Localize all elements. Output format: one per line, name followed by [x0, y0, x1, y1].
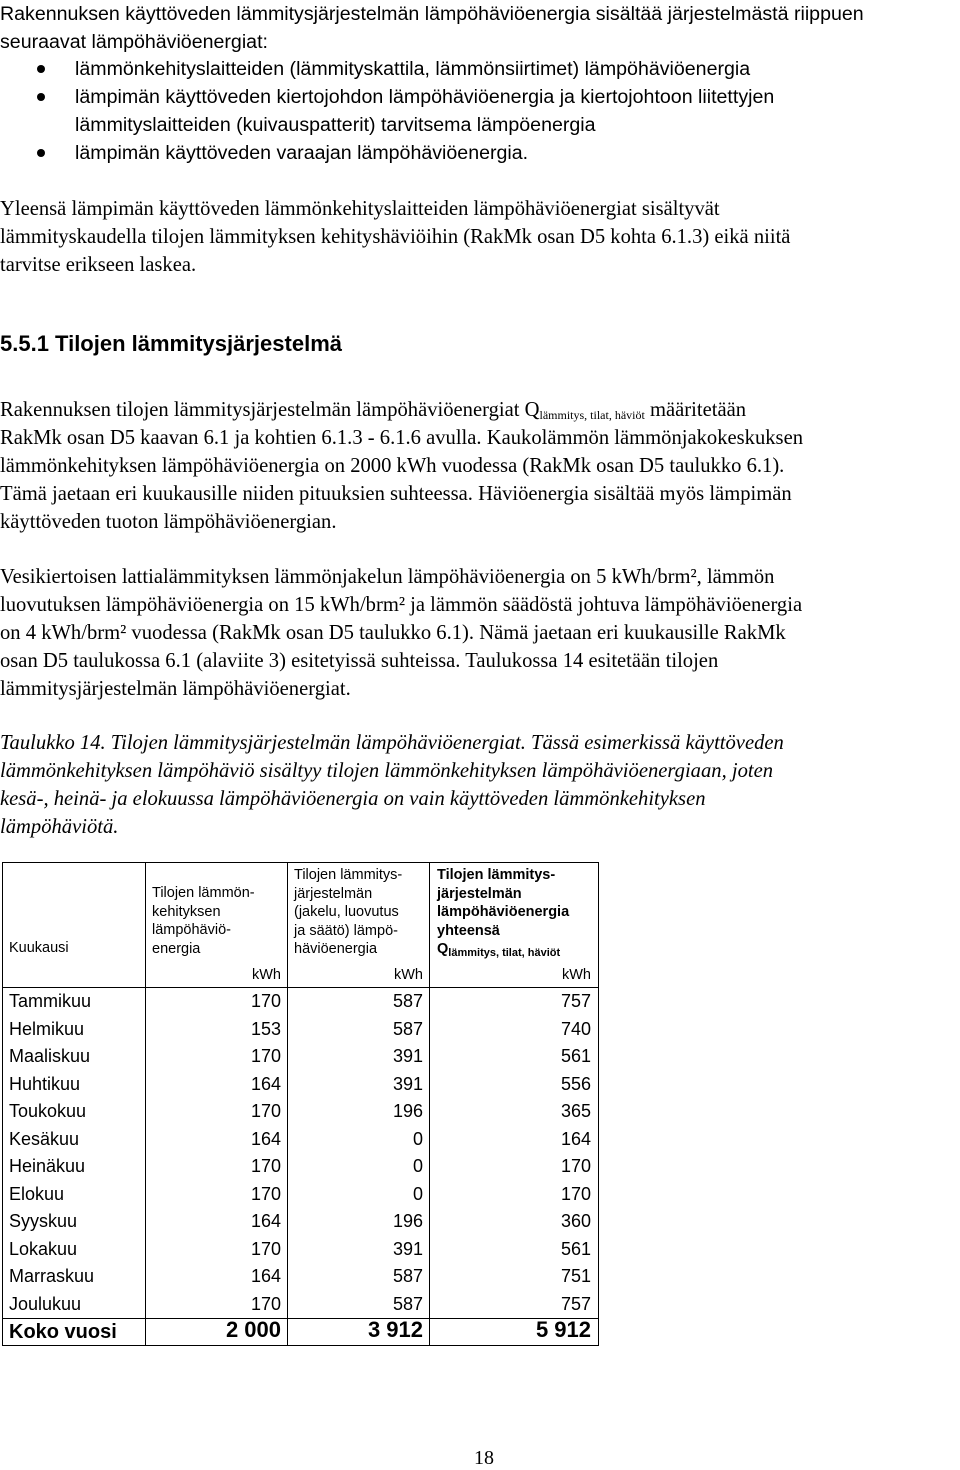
- cell-distribution-loss: 587: [392, 991, 423, 1011]
- cell-heat-gen-loss: 170: [250, 1183, 281, 1204]
- page-number: 18: [474, 1447, 494, 1469]
- q-subscript: lämmitys, tilat, häviöt: [539, 408, 645, 422]
- cell-heat-gen-loss: 170: [250, 1238, 281, 1259]
- cell-month: Huhtikuu: [9, 1073, 81, 1094]
- intro-line-1: Rakennuksen käyttöveden lämmitysjärjestelmän lämpöhäviöenergia sisältää järjestelmästä riippuen: [0, 3, 864, 25]
- header-col2-line: Tilojen lämmön-: [152, 885, 255, 901]
- para2-line: RakMk osan D5 kaavan 6.1 ja kohtien 6.1.3 - 6.1.6 avulla. Kaukolämmön lämmönjakokeskuksen: [0, 427, 804, 449]
- cell-distribution-loss: 587: [392, 1018, 423, 1039]
- para2-line: käyttöveden tuoton lämpöhäviöenergian.: [0, 511, 337, 533]
- unit-label: kWh: [252, 967, 281, 983]
- header-col3-line: ja säätö) lämpö-: [294, 922, 398, 939]
- table-border: [429, 862, 430, 1346]
- total-a: 2 000: [225, 1317, 281, 1342]
- cell-distribution-loss: 0: [412, 1128, 423, 1149]
- cell-total-loss: 556: [560, 1073, 591, 1094]
- cell-total-loss: 751: [560, 1266, 591, 1286]
- header-month: Kuukausi: [9, 940, 69, 956]
- cell-month: Toukokuu: [9, 1101, 87, 1121]
- para2-text: Rakennuksen tilojen lämmitysjärjestelmän lämpöhäviöenergiat Q: [0, 399, 540, 421]
- cell-heat-gen-loss: 170: [250, 1101, 281, 1121]
- header-col2-line: energia: [152, 940, 201, 957]
- para1-line: Yleensä lämpimän käyttöveden lämmönkehityslaitteiden lämpöhäviöenergiat sisältyvät: [0, 198, 720, 220]
- cell-heat-gen-loss: 170: [250, 1156, 281, 1176]
- table-border: [287, 862, 288, 1346]
- cell-month: Lokakuu: [9, 1238, 78, 1259]
- bullet-item: lämpimän käyttöveden kiertojohdon lämpöhäviöenergia ja kiertojohtoon liitettyjen: [75, 86, 775, 108]
- cell-total-loss: 365: [560, 1101, 591, 1121]
- para1-line: lämmityskaudella tilojen lämmityksen kehityshäviöihin (RakMk osan D5 kohta 6.1.3) eikä niitä: [0, 226, 791, 248]
- cell-distribution-loss: 0: [412, 1156, 423, 1176]
- header-col4: [437, 866, 569, 963]
- cell-heat-gen-loss: 153: [250, 1018, 281, 1039]
- table-caption-line: kesä-, heinä- ja elokuussa lämpöhäviöenergia on vain käyttöveden lämmönkehityksen: [0, 788, 706, 810]
- table-border: [2, 862, 3, 1346]
- para1-line: tarvitse erikseen laskea.: [0, 254, 197, 276]
- bullet-dot-icon: [37, 65, 45, 73]
- cell-month: Kesäkuu: [9, 1128, 80, 1149]
- header-col4-q: [437, 940, 569, 963]
- table-border: [2, 862, 599, 863]
- header-col4-line: järjestelmän: [437, 885, 522, 902]
- para3-line: osan D5 taulukossa 6.1 (alaviite 3) esitetyissä suhteissa. Taulukossa 14 esitetään tilojen: [0, 650, 719, 672]
- cell-month: Maaliskuu: [9, 1046, 91, 1066]
- table-border: [598, 862, 599, 1346]
- cell-total-loss: 740: [560, 1018, 591, 1039]
- para3-line: on 4 kWh/brm² vuodessa (RakMk osan D5 taulukko 6.1). Nämä jaetaan eri kuukausille RakMk: [0, 622, 786, 644]
- cell-heat-gen-loss: 170: [250, 1293, 281, 1314]
- cell-distribution-loss: 391: [392, 1046, 423, 1066]
- cell-distribution-loss: 196: [392, 1101, 423, 1121]
- bullet-item-continuation: lämmityslaitteiden (kuivauspatterit) tarvitsema lämpöenergia: [75, 114, 596, 136]
- header-col3: [294, 866, 402, 959]
- cell-total-loss: 164: [560, 1128, 591, 1149]
- cell-month: Marraskuu: [9, 1266, 95, 1286]
- bullet-dot-icon: [37, 93, 45, 101]
- table-border: [2, 1345, 599, 1346]
- bullet-item: lämmönkehityslaitteiden (lämmityskattila, lämmönsiirtimet) lämpöhäviöenergia: [75, 58, 751, 80]
- bullet-item: lämpimän käyttöveden varaajan lämpöhäviöenergia.: [75, 142, 529, 164]
- cell-month: Joulukuu: [9, 1293, 82, 1314]
- para2-line: lämmönkehityksen lämpöhäviöenergia on 2000 kWh vuodessa (RakMk osan D5 taulukko 6.1).: [0, 455, 785, 477]
- intro-line-2: seuraavat lämpöhäviöenergiat:: [0, 31, 268, 53]
- cell-distribution-loss: 391: [392, 1073, 423, 1094]
- total-b: 3 912: [367, 1317, 423, 1342]
- cell-heat-gen-loss: 164: [250, 1266, 281, 1286]
- table-border: [2, 987, 599, 988]
- para3-line: lämmitysjärjestelmän lämpöhäviöenergiat.: [0, 678, 351, 700]
- header-col4-line: Tilojen lämmitys-: [437, 867, 556, 883]
- cell-total-loss: 360: [560, 1211, 591, 1231]
- unit-label: kWh: [562, 967, 591, 983]
- cell-month: Syyskuu: [9, 1211, 78, 1231]
- header-col2-line: kehityksen: [152, 903, 221, 920]
- header-col3-line: (jakelu, luovutus: [294, 904, 399, 920]
- header-col4-line: lämpöhäviöenergia: [437, 904, 570, 920]
- cell-total-loss: 170: [560, 1183, 591, 1204]
- header-col2: [152, 884, 255, 958]
- header-col4-line: yhteensä: [437, 922, 500, 939]
- total-c: 5 912: [535, 1317, 591, 1342]
- table-caption-line: Taulukko 14. Tilojen lämmitysjärjestelmän lämpöhäviöenergiat. Tässä esimerkissä käyttöveden: [0, 732, 784, 754]
- cell-month: Helmikuu: [9, 1018, 85, 1039]
- cell-total-loss: 170: [560, 1156, 591, 1176]
- cell-heat-gen-loss: 170: [250, 991, 281, 1011]
- cell-distribution-loss: 196: [392, 1211, 423, 1231]
- table-border: [145, 862, 146, 1346]
- cell-month: Heinäkuu: [9, 1156, 86, 1176]
- cell-month: Elokuu: [9, 1183, 65, 1204]
- header-col3-line: Tilojen lämmitys-: [294, 867, 403, 883]
- cell-distribution-loss: 391: [392, 1238, 423, 1259]
- cell-heat-gen-loss: 164: [250, 1211, 281, 1231]
- bullet-dot-icon: [37, 149, 45, 157]
- table-caption-line: lämmönkehityksen lämpöhäviö sisältyy tilojen lämmönkehityksen lämpöhäviöenergiaan, joten: [0, 760, 774, 782]
- cell-heat-gen-loss: 170: [250, 1046, 281, 1066]
- cell-heat-gen-loss: 164: [250, 1128, 281, 1149]
- section-heading: 5.5.1 Tilojen lämmitysjärjestelmä: [0, 331, 342, 356]
- q-subscript: lämmitys, tilat, häviöt: [448, 947, 561, 959]
- header-col3-line: järjestelmän: [294, 885, 373, 902]
- cell-total-loss: 757: [560, 991, 591, 1011]
- header-col3-line: häviöenergia: [294, 941, 378, 957]
- para3-line: luovutuksen lämpöhäviöenergia on 15 kWh/brm² ja lämmön säädöstä johtuva lämpöhäviöenergia: [0, 594, 803, 616]
- total-label: Koko vuosi: [9, 1321, 117, 1343]
- cell-heat-gen-loss: 164: [250, 1073, 281, 1094]
- cell-total-loss: 757: [560, 1293, 591, 1314]
- cell-total-loss: 561: [560, 1046, 591, 1066]
- cell-total-loss: 561: [560, 1238, 591, 1259]
- table-caption-line: lämpöhäviötä.: [0, 816, 119, 838]
- para3-line: Vesikiertoisen lattialämmityksen lämmönjakelun lämpöhäviöenergia on 5 kWh/brm², lämmön: [0, 566, 775, 588]
- cell-distribution-loss: 587: [392, 1266, 423, 1286]
- cell-distribution-loss: 0: [412, 1183, 423, 1204]
- header-col2-line: lämpöhäviö-: [152, 922, 231, 938]
- para2-text: määritetään: [644, 399, 747, 421]
- unit-label: kWh: [394, 967, 423, 983]
- cell-month: Tammikuu: [9, 991, 92, 1011]
- cell-distribution-loss: 587: [392, 1293, 423, 1314]
- q-symbol: Q: [437, 941, 449, 957]
- para2-line: Tämä jaetaan eri kuukausille niiden pituuksien suhteessa. Häviöenergia sisältää myös lämpimän: [0, 483, 792, 505]
